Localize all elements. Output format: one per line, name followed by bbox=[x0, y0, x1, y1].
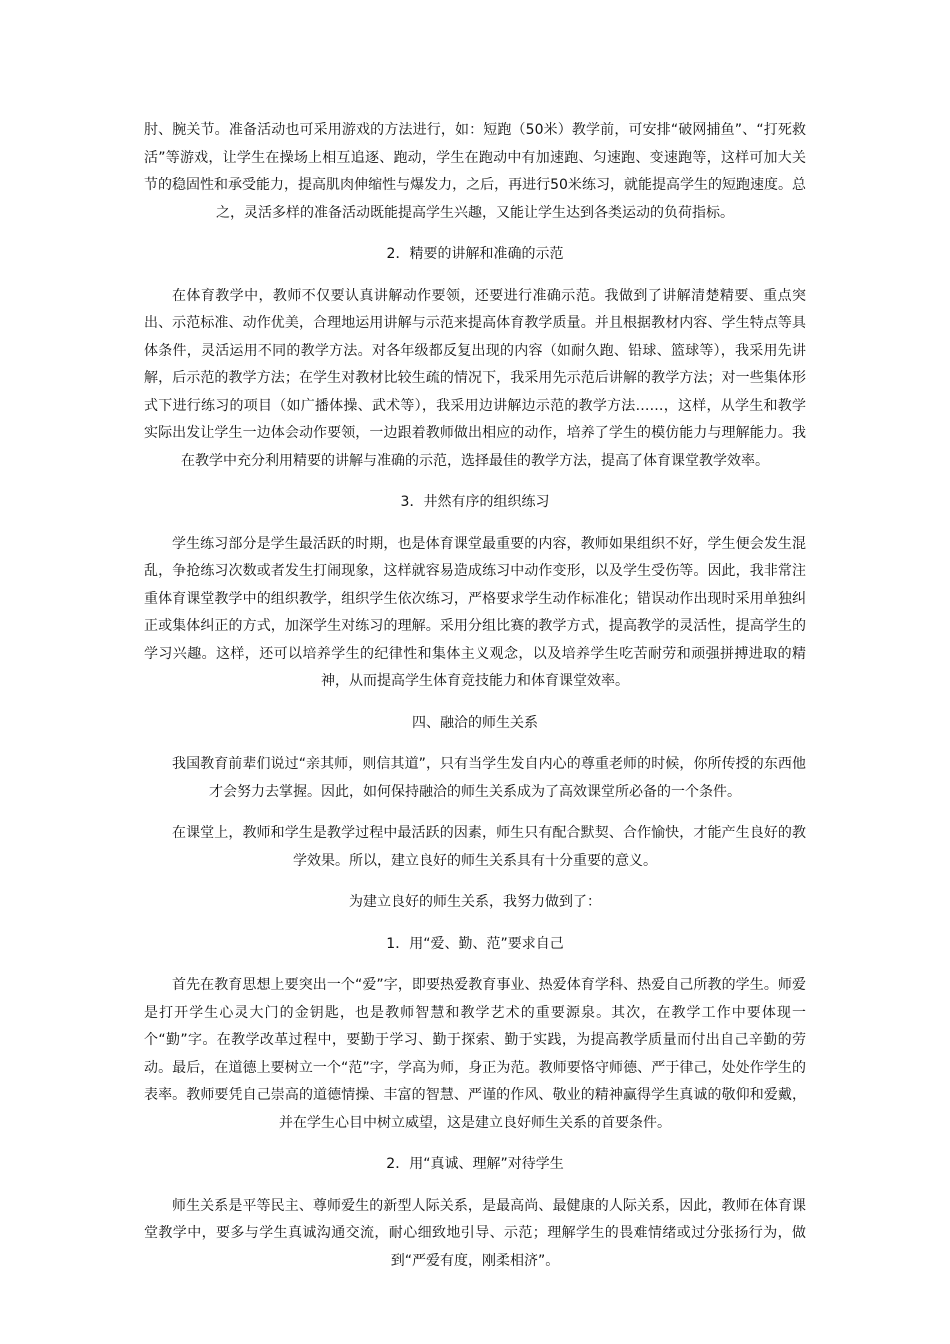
paragraph-respect-teacher: 我国教育前辈们说过“亲其师，则信其道”，只有当学生发自内心的尊重老师的时候，你所传授的东西他才会努力去掌握。因此，如何保持融洽的师生关系成为了高效课堂所必备的一个条件。 bbox=[172, 756, 806, 800]
paragraph-explanation-demonstration: 在体育教学中，教师不仅要认真讲解动作要领，还要进行准确示范。我做到了讲解清楚精要、重点突出、示范标准、动作优美，合理地运用讲解与示范来提高体育教学质量。并且根据教材内容、学生特点等具体条件，灵活运用不同的教学方法。对各年级都反复出现的内容（如耐久跑、铅球、篮球等），我采用先讲解，后示范的教学方法；在学生对教材比较生疏的情况下，我采用先示范后讲解的教学方法；对一些集体形式下进行练习的项目（如广播体操、武术等），我采用边讲解边示范的教学方法……，这样，从学生和教学实际出发让学生一边体会动作要领，一边跟着教师做出相应的动作，培养了学生的模仿能力与理解能力。我在教学中充分利用精要的讲解与准确的示范，选择最佳的教学方法，提高了体育课堂教学效率。 bbox=[144, 287, 806, 469]
section-heading-organized-practice: 3．井然有序的组织练习 bbox=[400, 494, 550, 510]
section-heading-teacher-student-relationship: 四、融洽的师生关系 bbox=[412, 714, 538, 731]
section-heading-explanation-demonstration: 2．精要的讲解和准确的示范 bbox=[386, 246, 564, 262]
paragraph-classroom-factors: 在课堂上，教师和学生是教学过程中最活跃的因素，师生只有配合默契、合作愉快，才能产生良好的教学效果。所以，建立良好的师生关系具有十分重要的意义。 bbox=[172, 825, 806, 869]
intro-line-efforts: 为建立良好的师生关系，我努力做到了： bbox=[349, 894, 601, 910]
document-body bbox=[144, 117, 806, 1289]
paragraph-love-diligence-model: 首先在教育思想上要突出一个“爱”字，即要热爱教育事业、热爱体育学科、热爱自己所教的学生。师爱是打开学生心灵大门的金钥匙，也是教师智慧和教学艺术的重要源泉。其次，在教学工作中要体现一个“勤”字。在教学改革过程中，要勤于学习、勤于探索、勤于实践，为提高教学质量而付出自己辛勤的劳动。最后，在道德上要树立一个“范”字，学高为师，身正为范。教师要恪守师德、严于律己，处处作学生的表率。教师要凭自己崇高的道德情操、丰富的智慧、严谨的作风、敬业的精神赢得学生真诚的敬仰和爱戴，并在学生心目中树立威望，这是建立良好师生关系的首要条件。 bbox=[144, 977, 806, 1131]
paragraph-organized-practice: 学生练习部分是学生最活跃的时期，也是体育课堂最重要的内容，教师如果组织不好，学生便会发生混乱，争抢练习次数或者发生打闹现象，这样就容易造成练习中动作变形，以及学生受伤等。因此，我非常注重体育课堂教学中的组织教学，组织学生依次练习，严格要求学生动作标准化；错误动作出现时采用单独纠正或集体纠正的方式，加深学生对练习的理解。采用分组比赛的教学方式，提高教学的灵活性，提高学生的学习兴趣。这样，还可以培养学生的纪律性和集体主义观念，以及培养学生吃苦耐劳和顽强拼搏进取的精神，从而提高学生体育竞技能力和体育课堂效率。 bbox=[144, 535, 806, 689]
paragraph-warmup-activities: 肘、腕关节。准备活动也可采用游戏的方法进行，如：短跑（50米）教学前，可安排“破网捕鱼”、“打死救活”等游戏，让学生在操场上相互追逐、跑动，学生在跑动中有加速跑、匀速跑、变速跑等，这样可加大关节的稳固性和承受能力，提高肌肉伸缩性与爆发力，之后，再进行50米练习，就能提高学生的短跑速度。总之，灵活多样的准备活动既能提高学生兴趣，又能让学生达到各类运动的负荷指标。 bbox=[144, 122, 806, 221]
section-heading-sincerity-understanding: 2．用“真诚、理解”对待学生 bbox=[386, 1156, 564, 1172]
section-heading-love-diligence-model: 1．用“爱、勤、范”要求自己 bbox=[386, 935, 564, 952]
paragraph-sincerity-understanding: 师生关系是平等民主、尊师爱生的新型人际关系，是最高尚、最健康的人际关系，因此，教师在体育课堂教学中，要多与学生真诚沟通交流，耐心细致地引导、示范；理解学生的畏难情绪或过分张扬行为，做到“严爱有度，刚柔相济”。 bbox=[144, 1197, 806, 1269]
